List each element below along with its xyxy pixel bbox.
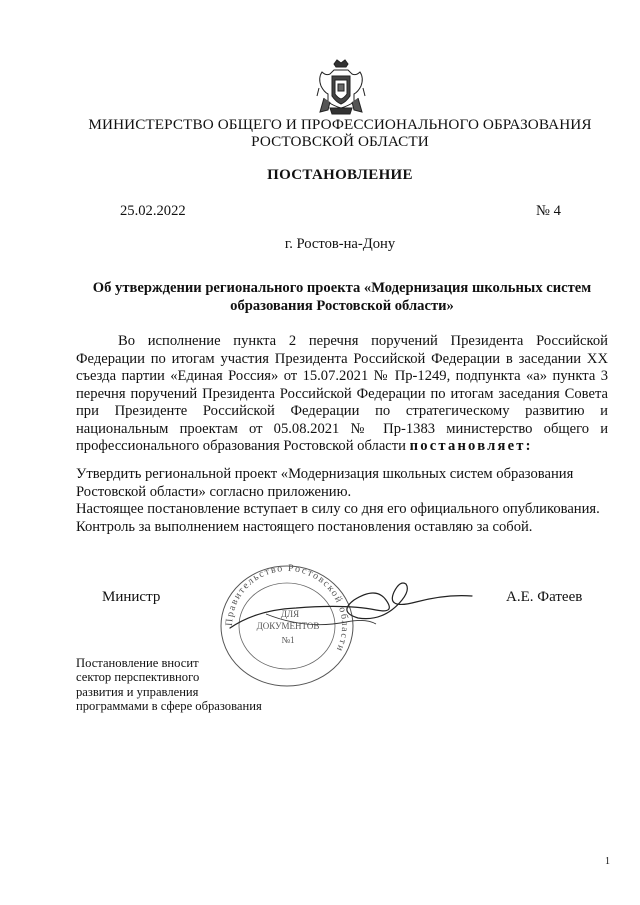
submitter-note — [76, 656, 296, 714]
document-city: г. Ростов-на-Дону — [284, 236, 396, 252]
signatory-name: А.Е. Фатеев — [506, 589, 583, 605]
ministry-line-1: МИНИСТЕРСТВО ОБЩЕГО И ПРОФЕССИОНАЛЬНОГО ОБРАЗОВАНИЯ — [88, 116, 592, 133]
stamp-ring-text: Правительство Ростовской области — [223, 562, 351, 654]
decree-point-1: Утвердить региональной проект «Модернизация школьных систем образования Ростовской области» согласно приложению. — [76, 466, 574, 500]
signatory-position: Министр — [102, 589, 161, 605]
title-line-2: образования Ростовской области» — [230, 297, 454, 314]
document-title — [82, 280, 602, 315]
decree-point-3: Контроль за выполнением настоящего постановления оставляю за собой. — [76, 518, 533, 535]
decree-points — [76, 466, 616, 536]
coat-of-arms-icon — [316, 58, 366, 116]
decree-point-2: Настоящее постановление вступает в силу со дня его официального опубликования. — [76, 501, 600, 517]
submitter-line-1: Постановление вносит — [76, 656, 199, 670]
ministry-line-2: РОСТОВСКОЙ ОБЛАСТИ — [251, 133, 429, 150]
preamble-paragraph — [76, 333, 608, 456]
decree-word: постановляет: — [409, 438, 533, 454]
title-line-1: Об утверждении регионального проекта «Модернизация школьных систем — [92, 280, 592, 296]
preamble-text: Во исполнение пункта 2 перечня поручений Президента Российской Федерации по итогам участия Президента Российской Федерации в заседании XX съезда партии «Единая Россия» от 15.07.2021 № Пр-1249, подпункта «а» пункта 3 перечня поручений Президента Российской Федерации по итогам заседания Совета при Президенте Российской Федерации по стратегическому развитию и национальным проектам от 05.08.2021 № Пр-1383 министерство общего и профессионального образования Ростовской области — [76, 333, 608, 454]
document-type: ПОСТАНОВЛЕНИЕ — [267, 167, 413, 183]
document-date: 25.02.2022 — [120, 203, 186, 219]
submitter-line-4: программами в сфере образования — [76, 699, 262, 714]
stamp-line-2: ДОКУМЕНТОВ — [256, 621, 320, 631]
ministry-name — [60, 116, 620, 150]
document-number: № 4 — [536, 203, 561, 219]
stamp-line-1: ДЛЯ — [280, 609, 300, 619]
handwritten-signature-icon — [226, 570, 476, 640]
page-number: 1 — [605, 856, 610, 867]
submitter-line-3: развития и управления — [76, 684, 199, 699]
stamp-line-3: №1 — [281, 635, 295, 645]
submitter-line-2: сектор перспективного — [76, 670, 200, 685]
